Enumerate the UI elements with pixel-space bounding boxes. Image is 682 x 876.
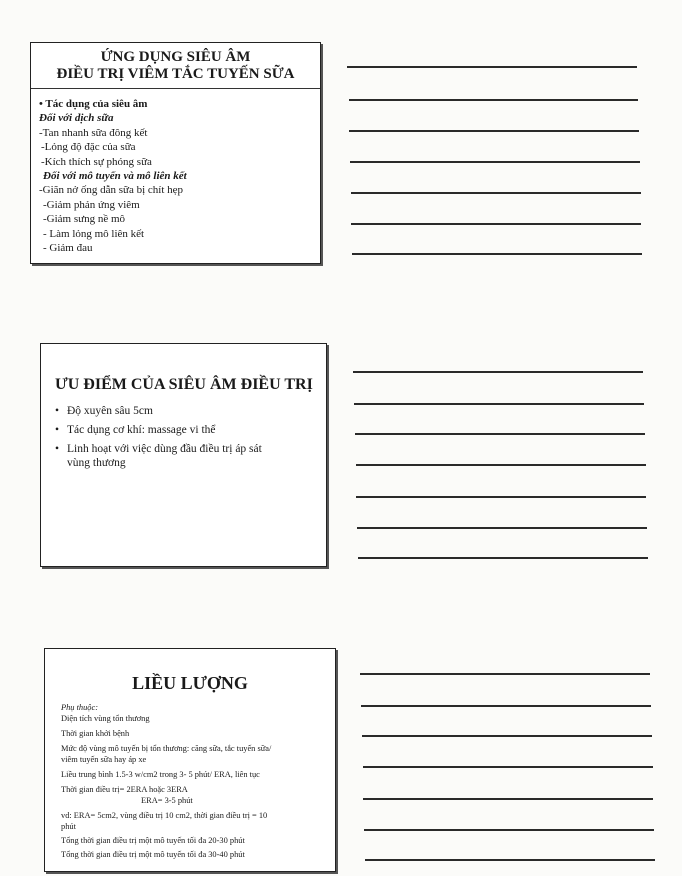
slide-title: LIỀU LƯỢNG bbox=[132, 673, 248, 693]
list-item: -Giãn nở ống dẫn sữa bị chít hẹp bbox=[39, 184, 184, 197]
note-line bbox=[364, 829, 654, 831]
note-line bbox=[361, 705, 651, 707]
slide-title: ƯU ĐIỂM CỦA SIÊU ÂM ĐIỀU TRỊ bbox=[55, 376, 313, 393]
slide-body bbox=[39, 97, 316, 255]
note-line bbox=[355, 433, 645, 435]
note-line bbox=[363, 766, 653, 768]
text-line: Tổng thời gian điều trị một mô tuyến tối đa 30-40 phút bbox=[61, 850, 245, 859]
note-line bbox=[347, 66, 637, 68]
note-line bbox=[354, 403, 644, 405]
list-item: -Lỏng độ đặc của sữa bbox=[41, 141, 136, 154]
slide-advantages bbox=[40, 343, 327, 567]
bullet-list bbox=[53, 404, 262, 470]
slide-body bbox=[61, 702, 329, 860]
list-item: -Giảm sưng nề mô bbox=[43, 213, 126, 226]
note-line bbox=[365, 859, 655, 861]
list-item: • Linh hoạt với việc dùng đầu điều trị áp sát bbox=[53, 442, 262, 456]
note-line bbox=[362, 735, 652, 737]
list-item: - Giảm đau bbox=[43, 242, 93, 255]
list-item: -Tan nhanh sữa đông kết bbox=[39, 126, 148, 139]
title-line-1: ỨNG DỤNG SIÊU ÂM bbox=[100, 49, 251, 65]
text-line: viêm tuyến sữa hay áp xe bbox=[61, 755, 147, 764]
note-line bbox=[351, 223, 641, 225]
list-item-continuation: vùng thương bbox=[67, 457, 126, 469]
note-line bbox=[357, 527, 647, 529]
text-line: ERA= 3-5 phút bbox=[141, 796, 193, 805]
slide-title bbox=[31, 43, 320, 89]
note-line bbox=[363, 798, 653, 800]
text-line: Mức độ vùng mô tuyến bị tổn thương: căng sữa, tắc tuyến sữa/ bbox=[61, 744, 272, 753]
text-line: vd: ERA= 5cm2, vùng điều trị 10 cm2, thời gian điều trị = 10 bbox=[61, 811, 268, 820]
text-line: Diện tích vùng tổn thương bbox=[61, 714, 150, 723]
title-line-2: ĐIỀU TRỊ VIÊM TẮC TUYẾN SỮA bbox=[56, 66, 295, 82]
list-item: -Giảm phản ứng viêm bbox=[43, 198, 140, 211]
text-line: Liều trung bình 1.5-3 w/cm2 trong 3- 5 phút/ ERA, liên tục bbox=[61, 770, 260, 779]
text-line: Tổng thời gian điều trị một mô tuyến tối đa 20-30 phút bbox=[61, 836, 245, 845]
note-line bbox=[351, 192, 641, 194]
note-line bbox=[349, 130, 639, 132]
subheading-tissue: Đối với mô tuyến và mô liên kết bbox=[43, 170, 187, 183]
slide-application bbox=[30, 42, 321, 264]
subheading-milk: Đối với dịch sữa bbox=[39, 112, 114, 125]
note-line bbox=[360, 673, 650, 675]
list-item: - Làm lỏng mô liên kết bbox=[43, 227, 145, 240]
list-item: -Kích thích sự phóng sữa bbox=[41, 155, 152, 168]
note-line bbox=[356, 464, 646, 466]
note-line bbox=[349, 99, 638, 101]
note-line bbox=[358, 557, 648, 559]
list-item: • Tác dụng cơ khí: massage vi thể bbox=[53, 423, 262, 437]
note-line bbox=[356, 496, 646, 498]
note-line bbox=[352, 253, 642, 255]
slide-dosage bbox=[44, 648, 336, 872]
text-line: Thời gian khởi bệnh bbox=[61, 729, 130, 738]
list-item: • Độ xuyên sâu 5cm bbox=[53, 404, 262, 418]
text-line: phút bbox=[61, 822, 76, 831]
text-line: Thời gian điều trị= 2ERA hoặc 3ERA bbox=[61, 785, 188, 794]
depends-label: Phụ thuộc: bbox=[61, 703, 98, 712]
bullet-heading: • Tác dụng của siêu âm bbox=[39, 98, 148, 110]
note-line bbox=[353, 371, 643, 373]
note-line bbox=[350, 161, 640, 163]
